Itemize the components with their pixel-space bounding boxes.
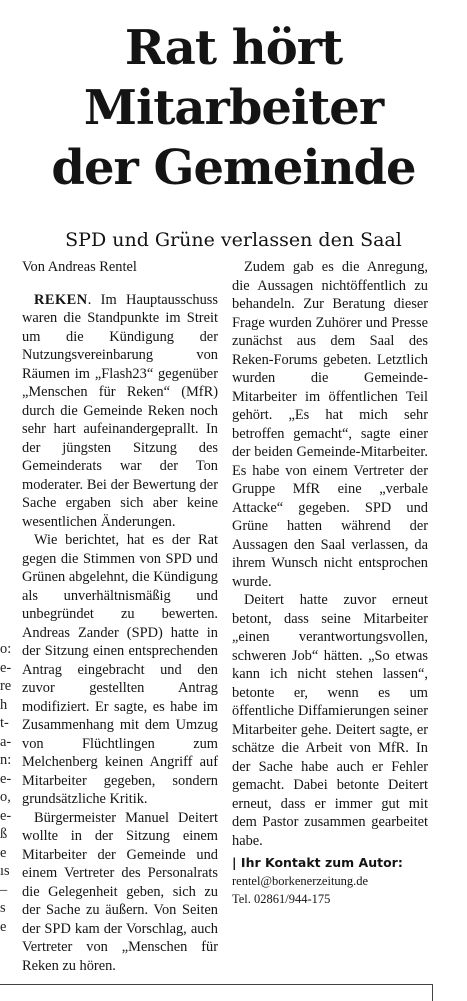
adjacent-fragment: a- [0, 733, 12, 750]
adjacent-fragment: h [0, 696, 8, 713]
adjacent-column-fragments [0, 640, 10, 936]
bottom-border [0, 984, 433, 1001]
headline-line-3: der Gemeinde [51, 140, 416, 196]
contact-email: rentel@borkenerzeitung.de [232, 874, 369, 888]
byline: Von Andreas Rentel [22, 259, 137, 275]
adjacent-fragment: e- [0, 807, 12, 824]
contact-phone: Tel. 02861/944-175 [232, 892, 331, 906]
paragraph-4: Zudem gab es die Anregung, die Aussagen nichtöffentlich zu behandeln. Zur Beratung dieser Frage wurden Zuhörer und Presse zunächst aus dem Saal des Reken-Forums gebeten. Letztlich wurden die Gemeinde-Mitarbeiter im öffentlichen Teil gehört. „Es hat mich sehr betroffen gemacht“, sagte einer der beiden Gemeinde-Mitarbeiter. Es habe von einem Vertreter der Gruppe MfR eine „verbale Attacke“ gegeben. SPD und Grüne hatten während der Aussagen den Saal verlassen, da ihrem Wunsch nicht entsprochen wurde. [232, 259, 428, 590]
adjacent-fragment: ß [0, 826, 8, 842]
article-column-left [22, 258, 218, 975]
headline-line-1: Rat hört [124, 20, 343, 76]
adjacent-fragment: s [0, 900, 6, 916]
adjacent-fragment: e [0, 918, 7, 935]
headline [0, 18, 467, 198]
adjacent-fragment: e [0, 844, 7, 861]
headline-line-2: Mitarbeiter [83, 80, 384, 136]
paragraph-2: Wie berichtet, hat es der Rat gegen die Stimmen von SPD und Grünen abgelehnt, die Kündigung als unverhältnismäßig und unbegründet zu bewerten. Andreas Zander (SPD) hatte in der Sitzung einen entsprechenden Antrag eingebracht und den zuvor gestellten Antrag modifiziert. Er sagte, es habe im Zusammenhang mit dem Umzug von Flüchtlingen zum Melchenberg keinen Angriff auf Mitarbeiter gegeben, sondern grundsätzliche Kritik. [22, 532, 218, 807]
adjacent-fragment: ıs [0, 863, 10, 879]
adjacent-fragment: t- [0, 715, 9, 731]
adjacent-fragment: o, [0, 789, 11, 805]
contact-heading: | Ihr Kontakt zum Autor: [232, 855, 403, 870]
adjacent-fragment: re [0, 678, 12, 694]
paragraph-5: Deitert hatte zuvor erneut betont, dass seine Mitarbeiter „einen verantwortungsvollen, schweren Job“ hätten. „So etwas kann ich nicht stehen lassen“, betonte er, wenn es um öffentliche Diffamierungen seiner Mitarbeiter gehe. Deitert sagte, er schätze die Arbeit von MfR. In der Sache habe auch er Fehler gemacht. Dabei betonte Deitert erneut, dass er immer gut mit dem Pastor zusammen gearbeitet habe. [232, 592, 428, 849]
adjacent-fragment: e- [0, 659, 12, 676]
subheadline: SPD und Grüne verlassen den Saal [65, 229, 402, 251]
dateline: REKEN [34, 291, 88, 308]
adjacent-fragment: – [0, 881, 8, 898]
article-column-right [232, 258, 428, 908]
paragraph-3: Bürgermeister Manuel Deitert wollte in der Sitzung einem Mitarbeiter der Gemeinde und einem Vertreter des Personalrats die Gelegenheit geben, sich zu der Sache zu äußern. Von Seiten der SPD kam der Vorschlag, auch Vertreter von „Menschen für Reken zu hören. [22, 809, 218, 974]
adjacent-fragment: e- [0, 770, 12, 787]
adjacent-fragment: n: [0, 752, 12, 768]
paragraph-1 [22, 291, 218, 532]
adjacent-fragment: o: [0, 641, 12, 657]
paragraph-1-text: . Im Hauptausschuss waren die Standpunkte im Streit um die Kündigung der Nutzungsvereinbarung von Räumen im „Flash23“ gegenüber „Menschen für Reken“ (MfR) durch die Gemeinde Reken noch sehr hart aufeinandergeprallt. In der jüngsten Sitzung des Gemeinderats war der Ton moderater. Bei der Bewertung der Sache ergaben sich aber keine wesentlichen Änderungen. [22, 291, 218, 530]
